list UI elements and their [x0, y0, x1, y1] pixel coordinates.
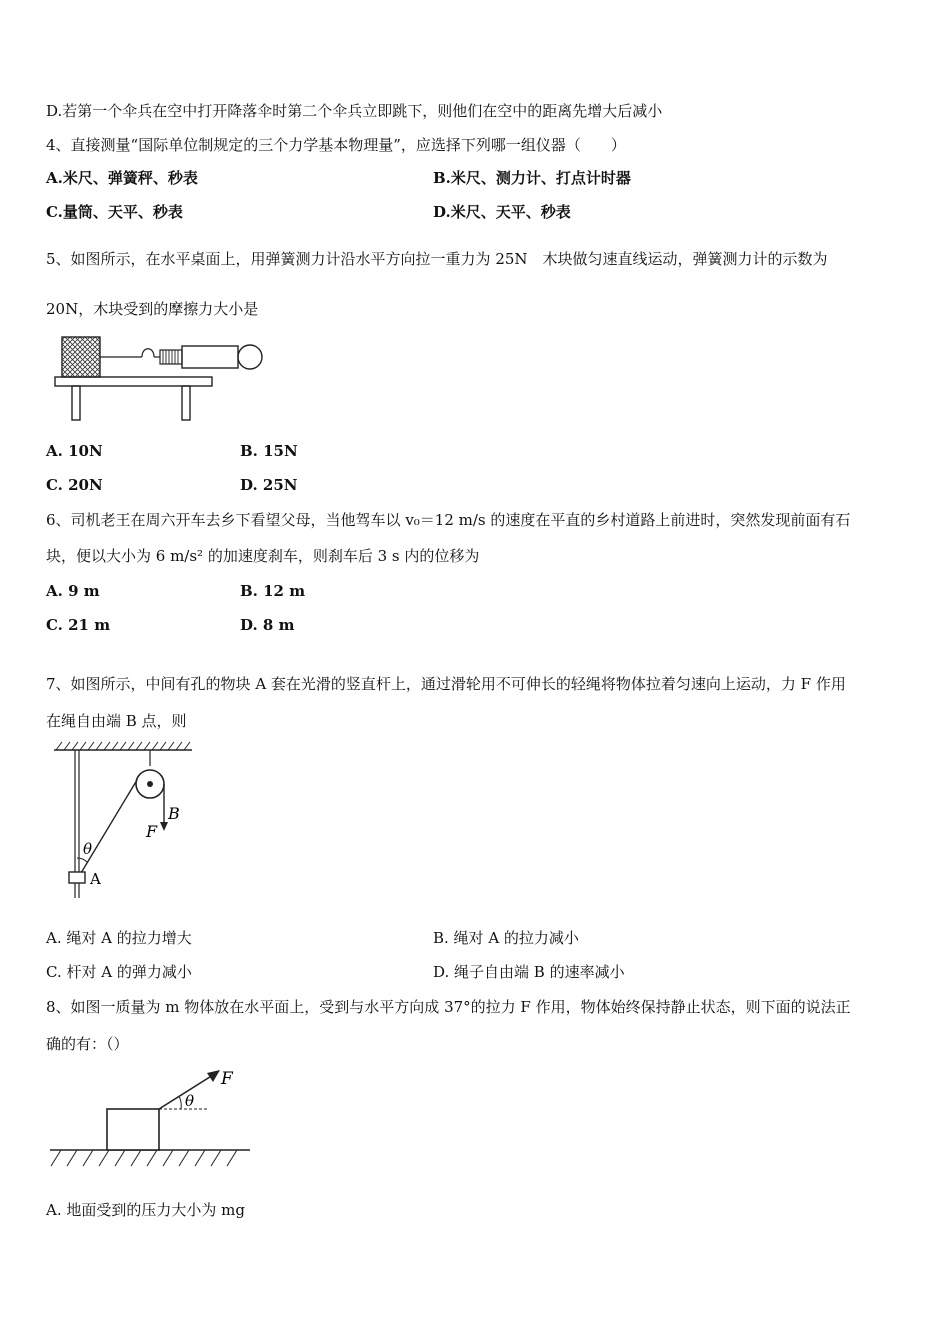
- q5-option-c: C. 20N: [46, 476, 103, 494]
- label-theta: θ: [185, 1092, 195, 1110]
- q4-option-d: D.米尺、天平、秒表: [433, 203, 571, 221]
- question-4: 4、直接测量“国际单位制规定的三个力学基本物理量”，应选择下列哪一组仪器（ ）: [46, 136, 626, 154]
- question-7-line1: 7、如图所示，中间有孔的物块 A 套在光滑的竖直杆上，通过滑轮用不可伸长的轻绳将物体拉着匀速向上运动，力 F 作用: [46, 675, 846, 693]
- q6-option-c: C. 21 m: [46, 616, 111, 634]
- question-5-line2: 20N，木块受到的摩擦力大小是: [46, 300, 259, 318]
- question-6-line1: 6、司机老王在周六开车去乡下看望父母，当他驾车以 v₀＝12 m/s 的速度在平直的乡村道路上前进时，突然发现前面有石: [46, 511, 851, 529]
- q4-option-b: B.米尺、测力计、打点计时器: [433, 169, 631, 187]
- question-6-line2: 块，便以大小为 6 m/s² 的加速度刹车，则刹车后 3 s 内的位移为: [46, 547, 480, 565]
- q8-option-a: A. 地面受到的压力大小为 mg: [46, 1201, 245, 1219]
- q7-option-d: D. 绳子自由端 B 的速率减小: [433, 963, 625, 981]
- q6-option-d: D. 8 m: [240, 616, 295, 634]
- table-top: [55, 377, 212, 386]
- label-f: F: [221, 1069, 233, 1089]
- q7-option-c: C. 杆对 A 的弹力减小: [46, 963, 192, 981]
- block-a: [69, 872, 85, 883]
- force-arrow: [160, 822, 168, 831]
- label-a: A: [90, 870, 101, 888]
- label-f: F: [146, 822, 158, 841]
- q7-option-a: A. 绳对 A 的拉力增大: [46, 929, 192, 947]
- wooden-block: [62, 337, 100, 377]
- q6-option-b: B. 12 m: [240, 582, 306, 600]
- q5-option-a: A. 10N: [46, 442, 103, 460]
- spring-scale-body: [182, 346, 238, 368]
- table-leg-right: [182, 386, 190, 420]
- spring-scale-figure: [50, 332, 270, 424]
- q5-option-d: D. 25N: [240, 476, 298, 494]
- q4-option-c: C.量筒、天平、秒表: [46, 203, 183, 221]
- q5-option-b: B. 15N: [240, 442, 298, 460]
- pulley-figure: [50, 740, 200, 900]
- force-arrow: [207, 1070, 220, 1082]
- inclined-force-figure: [45, 1062, 260, 1174]
- rope: [81, 780, 137, 873]
- label-b: B: [168, 804, 180, 823]
- question-8-line1: 8、如图一质量为 m 物体放在水平面上，受到与水平方向成 37°的拉力 F 作用，物体始终保持静止状态，则下面的说法正: [46, 998, 851, 1016]
- table-leg-left: [72, 386, 80, 420]
- scale-ring: [238, 345, 262, 369]
- question-7-line2: 在绳自由端 B 点，则: [46, 712, 187, 730]
- q4-option-a: A.米尺、弹簧秤、秒表: [46, 169, 198, 187]
- question-8-line2: 确的有：（）: [46, 1035, 129, 1053]
- hook: [142, 349, 154, 357]
- label-theta: θ: [83, 840, 93, 858]
- option-d-previous: D.若第一个伞兵在空中打开降落伞时第二个伞兵立即跳下，则他们在空中的距离先增大后减小: [46, 102, 663, 120]
- block: [107, 1109, 159, 1150]
- q7-option-b: B. 绳对 A 的拉力减小: [433, 929, 579, 947]
- q6-option-a: A. 9 m: [46, 582, 100, 600]
- question-5-line1: 5、如图所示，在水平桌面上，用弹簧测力计沿水平方向拉一重力为 25N 木块做匀速直线运动，弹簧测力计的示数为: [46, 250, 828, 268]
